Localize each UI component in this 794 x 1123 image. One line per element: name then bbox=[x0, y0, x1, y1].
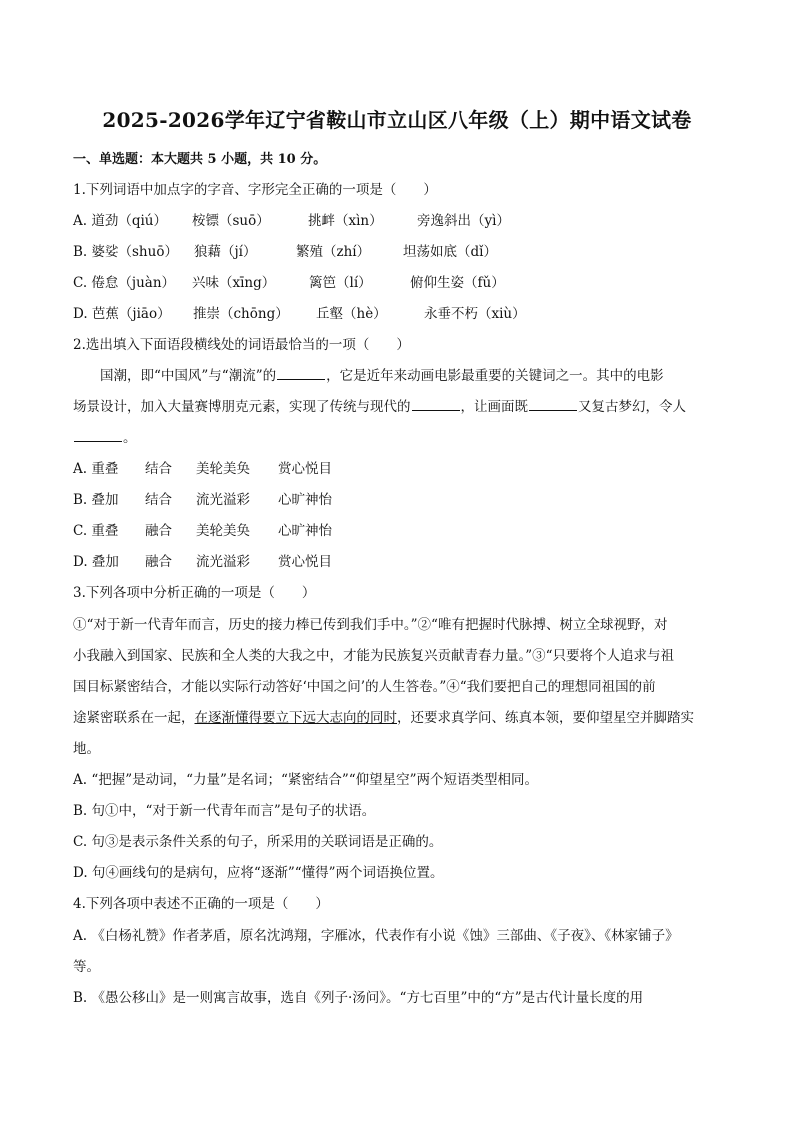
q3-option-c: C. 句③是表示条件关系的句子，所采用的关联词语是正确的。 bbox=[73, 834, 443, 850]
q2-passage-text: ，让画面既 bbox=[460, 399, 528, 415]
q1-option-d-3: 丘壑（hè） bbox=[316, 306, 387, 322]
q1-option-a-2: 桉镖（suō） bbox=[192, 213, 270, 229]
q3-passage-line-4 bbox=[73, 706, 694, 726]
q1-option-c-4: 俯仰生姿（fǔ） bbox=[410, 275, 505, 291]
q1-option-c-1: C. 倦怠（juàn） bbox=[73, 275, 176, 291]
q2-passage-line-2 bbox=[73, 395, 686, 415]
section-heading: 一、单选题：本大题共 5 小题，共 10 分。 bbox=[73, 152, 327, 167]
q2-passage-line-1 bbox=[100, 364, 664, 384]
q1-option-b-1: B. 婆娑（shuō） bbox=[73, 244, 178, 260]
q2-option-c-2: 融合 bbox=[145, 523, 172, 539]
exam-title: 2025-2026学年辽宁省鞍山市立山区八年级（上）期中语文试卷 bbox=[102, 108, 692, 132]
q1-option-d-1: D. 芭蕉（jiāo） bbox=[73, 306, 171, 322]
q2-passage-text: 。 bbox=[123, 430, 137, 446]
q1-option-c-3: 篱笆（lí） bbox=[309, 275, 372, 291]
q2-passage-line-3 bbox=[73, 426, 137, 446]
q1-option-d-2: 推崇（chōng） bbox=[193, 306, 289, 322]
q2-option-a-4: 赏心悦目 bbox=[278, 461, 332, 477]
q2-option-d-2: 融合 bbox=[145, 554, 172, 570]
q1-option-b-2: 狼藉（jí） bbox=[194, 244, 257, 260]
q2-option-b-2: 结合 bbox=[145, 492, 172, 508]
q1-option-a-4: 旁逸斜出（yì） bbox=[417, 213, 510, 229]
q3-passage-text: ，还要求真学问、练真本领，要仰望星空并脚踏实 bbox=[397, 710, 694, 726]
q1-option-b-4: 坦荡如底（dǐ） bbox=[403, 244, 497, 260]
q3-passage-text: 途紧密联系在一起， bbox=[73, 710, 195, 726]
q4-option-a-line-1: A. 《白杨礼赞》作者茅盾，原名沈鸿翔，字雁冰，代表作有小说《蚀》三部曲、《子夜》、《林家铺子》 bbox=[73, 928, 679, 944]
q3-underlined-sentence: 在逐渐懂得要立下远大志向的同时 bbox=[194, 710, 397, 726]
q2-passage-text: 国潮，即“中国风”与“潮流”的 bbox=[100, 368, 277, 384]
q2-option-d-4: 赏心悦目 bbox=[278, 554, 332, 570]
q2-option-c-4: 心旷神怡 bbox=[278, 523, 332, 539]
q1-option-a-1: A. 道劲（qiú） bbox=[73, 213, 167, 229]
question-3-stem: 3.下列各项中分析正确的一项是（ ） bbox=[73, 585, 316, 601]
q2-option-a-2: 结合 bbox=[145, 461, 172, 477]
q4-option-a-line-2: 等。 bbox=[73, 959, 100, 975]
q2-option-c-3: 美轮美奂 bbox=[196, 523, 250, 539]
q1-option-b-3: 繁殖（zhí） bbox=[296, 244, 371, 260]
q3-option-b: B. 句①中，“对于新一代青年而言”是句子的状语。 bbox=[73, 803, 376, 819]
question-2-stem: 2.选出填入下面语段横线处的词语最恰当的一项（ ） bbox=[73, 337, 410, 353]
q1-option-a-3: 挑衅（xìn） bbox=[308, 213, 383, 229]
q2-option-a-3: 美轮美奂 bbox=[196, 461, 250, 477]
q2-option-d-1: D. 叠加 bbox=[73, 554, 119, 570]
q2-passage-text: 又复古梦幻，令人 bbox=[578, 399, 686, 415]
fill-blank bbox=[412, 398, 460, 411]
fill-blank bbox=[74, 429, 122, 442]
question-1-stem: 1.下列词语中加点字的字音、字形完全正确的一项是（ ） bbox=[73, 182, 437, 198]
q2-passage-text: ，它是近年来动画电影最重要的关键词之一。其中的电影 bbox=[326, 368, 664, 384]
q2-option-b-1: B. 叠加 bbox=[73, 492, 119, 508]
q2-passage-text: 场景设计，加入大量赛博朋克元素，实现了传统与现代的 bbox=[73, 399, 411, 415]
q2-option-d-3: 流光溢彩 bbox=[196, 554, 250, 570]
q1-option-c-2: 兴味（xīng） bbox=[192, 275, 276, 291]
q2-option-c-1: C. 重叠 bbox=[73, 523, 119, 539]
q3-passage-line-3: 国目标紧密结合，才能以实际行动答好‘中国之问’的人生答卷。”④“我们要把自己的理想同祖国的前 bbox=[73, 679, 656, 695]
q2-option-b-4: 心旷神怡 bbox=[278, 492, 332, 508]
q3-passage-line-2: 小我融入到国家、民族和全人类的大我之中，才能为民族复兴贡献青春力量。”③“只要将个人追求与祖 bbox=[73, 648, 675, 664]
q3-passage-line-1: ①“对于新一代青年而言，历史的接力棒已传到我们手中。”②“唯有把握时代脉搏、树立全球视野，对 bbox=[73, 617, 668, 633]
q2-option-b-3: 流光溢彩 bbox=[196, 492, 250, 508]
q3-option-a: A. “把握”是动词，“力量”是名词；“紧密结合”“仰望星空”两个短语类型相同。 bbox=[73, 772, 539, 788]
q3-passage-line-5: 地。 bbox=[73, 741, 100, 757]
q4-option-b-line-1: B. 《愚公移山》是一则寓言故事，选自《列子·汤问》。“方七百里”中的“方”是古代计量长度的用 bbox=[73, 990, 644, 1006]
q2-option-a-1: A. 重叠 bbox=[73, 461, 119, 477]
question-4-stem: 4.下列各项中表述不正确的一项是（ ） bbox=[73, 896, 329, 912]
q1-option-d-4: 永垂不朽（xiù） bbox=[424, 306, 526, 322]
fill-blank bbox=[277, 367, 325, 380]
q3-option-d: D. 句④画线句的是病句，应将“逐渐”“懂得”两个词语换位置。 bbox=[73, 865, 444, 881]
fill-blank bbox=[529, 398, 577, 411]
